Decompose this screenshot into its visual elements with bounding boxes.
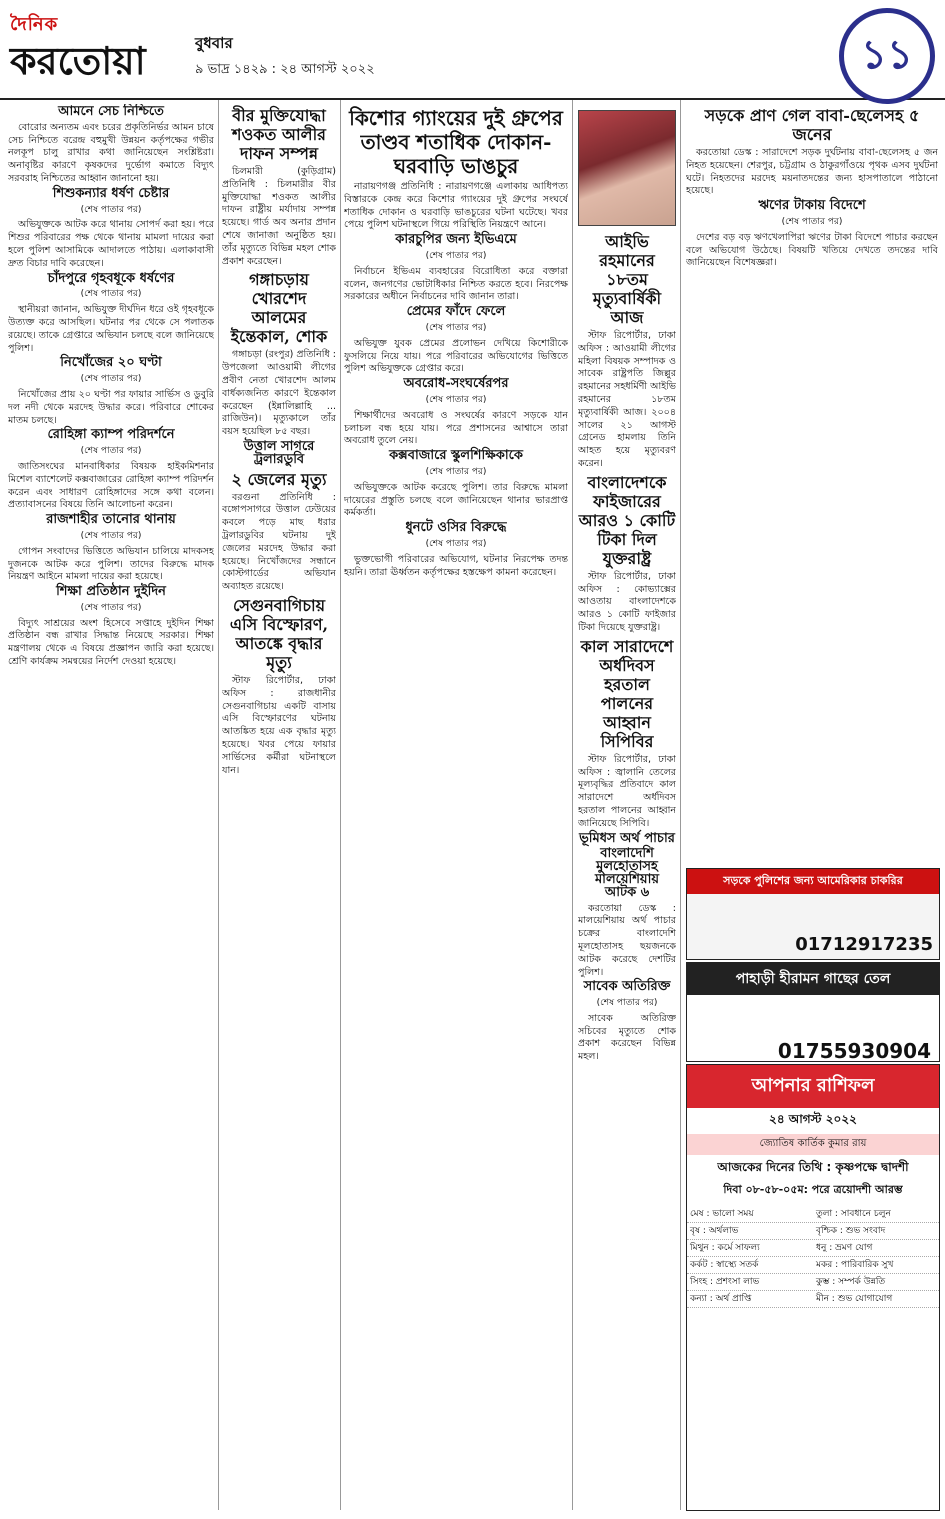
- headline: রাজশাহীর তানোর থানায়: [46, 512, 176, 528]
- article-text: বিদ্যুৎ সাশ্রয়ের অংশ হিসেবে সপ্তাহে দুইদিন শিক্ষা প্রতিষ্ঠান বন্ধ রাখার সিদ্ধান্ত নিয়েছে সরকার। শিক্ষা মন্ত্রণালয় থেকে এ বিষয়ে প্রজ্ঞাপন জারি করা হয়েছে। শ্রেণি কার্যক্রম সমন্বয়ের নির্দেশ দেওয়া হয়েছে।: [8, 617, 214, 668]
- horoscope-entry: মীন : শুভ যোগাযোগ: [816, 1294, 893, 1304]
- article-text: করতোয়া ডেস্ক : মালয়েশিয়ায় অর্থ পাচার চক্রের বাংলাদেশি মূলহোতাসহ ছয়জনকে আটক করেছে দেশটির পুলিশ।: [578, 902, 676, 978]
- headline: ঋণের টাকায় বিদেশে: [758, 198, 866, 214]
- article-text: স্টাফ রিপোর্টার, ঢাকা অফিস : রাজধানীর সেগুনবাগিচায় একটি বাসায় এসি বিস্ফোরণের ঘটনায় আতঙ্কিত হয়ে এক বৃদ্ধার মৃত্যু হয়েছে। খবর পেয়ে ফায়ার সার্ভিসের কর্মীরা ঘটনাস্থলে যান।: [222, 674, 336, 776]
- page-number-badge: [839, 8, 935, 104]
- headline: সাবেক অতিরিক্ত: [583, 979, 671, 995]
- lead-headline: কিশোর গ্যাংয়ের দুই গ্রুপের তাণ্ডব শতাধিক দোকান-ঘরবাড়ি ভাঙচুর: [349, 106, 563, 178]
- headline: বীর মুক্তিযোদ্ধা শওকত আলীর দাফন সম্পন্ন: [232, 106, 326, 163]
- horoscope-row: [687, 1274, 939, 1291]
- logo: [10, 10, 160, 81]
- headline: ভূমিধস অর্থ পাচার: [579, 830, 675, 846]
- headline: প্রেমের ফাঁদে ফেলে: [406, 304, 506, 320]
- tithi-time: দিবা ০৮-৫৮-০৫ম: পরে ত্রয়োদশী আরম্ভ: [723, 1183, 903, 1196]
- headline: শিক্ষা প্রতিষ্ঠান দুইদিন: [56, 584, 166, 600]
- horoscope-entry: বৃষ : অর্থলাভ: [690, 1226, 739, 1236]
- headline: উত্তাল সাগরে ট্রলারডুবি: [243, 438, 315, 467]
- day-name: বুধবার: [195, 34, 233, 52]
- advertisement-jobs: [686, 868, 940, 960]
- column-3: [344, 104, 568, 1509]
- column-divider: [340, 100, 341, 1510]
- column-divider: [218, 100, 219, 1510]
- article-text: অভিযুক্তকে আটক করেছে পুলিশ। তার বিরুদ্ধে মামলা দায়েরের প্রস্তুতি চলছে বলে জানিয়েছেন থানার ভারপ্রাপ্ত কর্মকর্তা।: [344, 481, 568, 519]
- headline: কারচুপির জন্য ইভিএমে: [395, 232, 517, 248]
- article-text: নিখোঁজের প্রায় ২০ ঘণ্টা পর ফায়ার সার্ভিস ও ডুবুরি দল নদী থেকে মরদেহ উদ্ধার করে। পরিবারে শোকের মাতম চলছে।: [8, 388, 214, 426]
- horoscope-date: ২৪ আগস্ট ২০২২: [769, 1112, 857, 1126]
- column-5: [686, 104, 938, 864]
- headline: গঙ্গাচড়ায় খোরশেদ আলমের ইন্তেকাল, শোক: [230, 270, 328, 347]
- horoscope-title: আপনার রাশিফল: [687, 1065, 939, 1108]
- headline: বাংলাদেশি মুলহোতাসহ মালয়েশিয়ায় আটক ৬: [594, 846, 660, 900]
- horoscope-entry: তুলা : সাবধানে চলুন: [816, 1209, 891, 1219]
- article-text: সাবেক অতিরিক্ত সচিবের মৃত্যুতে শোক প্রকাশ করেছেন বিভিন্ন মহল।: [578, 1012, 676, 1063]
- article-text: ভুক্তভোগী পরিবারের অভিযোগ, ঘটনার নিরপেক্ষ তদন্ত হয়নি। তারা ঊর্ধ্বতন কর্তৃপক্ষের হস্তক্ষেপ কামনা করেছেন।: [344, 553, 568, 578]
- tithi-line: আজকের দিনের তিথি : কৃষ্ণপক্ষে দ্বাদশী: [717, 1160, 909, 1174]
- column-2: [222, 104, 336, 1509]
- article-text: বোরোর অন্যতম এবং চরের প্রকৃতিনির্ভর আমন চাষে সেচ নিশ্চিতে বরেন্দ্র বহুমুখী উন্নয়ন কর্তৃপক্ষের গভীর নলকূপ চালু রাখার কথা জানিয়েছেন সংশ্লিষ্টরা। অনাবৃষ্টির কারণে কৃষকদের দুর্ভোগ কমাতে বিদ্যুৎ সরবরাহ নিশ্চিতের আহ্বান জানানো হয়।: [8, 121, 214, 184]
- headline: আমনে সেচ নিশ্চিতে: [58, 104, 164, 119]
- article-text: স্টাফ রিপোর্টার, ঢাকা অফিস : কোভ্যাক্সের আওতায় বাংলাদেশকে আরও ১ কোটি ফাইজার টিকা দিয়েছে যুক্তরাষ্ট্র।: [578, 570, 676, 633]
- horoscope-entry: মিথুন : কর্মে সাফল্য: [690, 1243, 760, 1253]
- advertisement-oil: [686, 962, 940, 1062]
- continued-note: (শেষ পাতার পর): [425, 394, 487, 405]
- page-number: ১১: [861, 30, 913, 78]
- headline: চাঁদপুরে গৃহবধূকে ধর্ষণের: [47, 270, 175, 286]
- ad-title: সড়কে পুলিশের জন্য আমেরিকার চাকরির: [687, 869, 939, 894]
- headline: ২ জেলের মৃত্যু: [231, 469, 327, 489]
- article-text: নারায়ণগঞ্জ প্রতিনিধি : নারায়ণগঞ্জে এলাকায় আধিপত্য বিস্তারকে কেন্দ্র করে কিশোর গ্যাংয়ের দুই গ্রুপের সংঘর্ষে শতাধিক দোকান ও ঘরবাড়ি ভাঙচুরের ঘটনা ঘটেছে। খবর পেয়ে পুলিশ ঘটনাস্থলে গিয়ে পরিস্থিতি নিয়ন্ত্রণে আনে।: [344, 181, 568, 231]
- headline: সড়কে প্রাণ গেল বাবা-ছেলেসহ ৫ জনের: [704, 106, 920, 144]
- ad-phone: 01712917235: [795, 934, 933, 955]
- headline: আইভি রহমানের ১৮তম মৃত্যুবার্ষিকী আজ: [592, 232, 662, 327]
- article-text: অভিযুক্তকে আটক করে থানায় সোপর্দ করা হয়। পরে শিশুর পরিবারের পক্ষ থেকে থানায় মামলা দায়ের করা হলে পুলিশ আসামিকে আদালতে পাঠায়। এলাকাবাসী দ্রুত বিচার দাবি করেছেন।: [8, 219, 214, 269]
- headline: সেগুনবাগিচায় এসি বিস্ফোরণ, আতঙ্কে বৃদ্ধার মৃত্যু: [229, 595, 329, 672]
- continued-note: (শেষ পাতার পর): [80, 204, 142, 215]
- continued-note: (শেষ পাতার পর): [80, 374, 142, 385]
- article-text: বরগুনা প্রতিনিধি : বঙ্গোপসাগরে উত্তাল ঢেউয়ের কবলে পড়ে মাছ ধরার ট্রলারডুবির ঘটনায় দুই জেলের মরদেহ উদ্ধার করা হয়েছে। নিখোঁজদের সন্ধানে কোস্টগার্ডের অভিযান অব্যাহত রয়েছে।: [222, 491, 336, 593]
- horoscope-entry: ধনু : ভ্রমণ যোগ: [816, 1243, 873, 1253]
- horoscope-box: [686, 1064, 940, 1511]
- headline: নিখোঁজের ২০ ঘণ্টা: [60, 355, 162, 371]
- continued-note: (শেষ পাতার পর): [425, 322, 487, 333]
- column-divider: [680, 100, 681, 1510]
- horoscope-list: [687, 1206, 939, 1308]
- horoscope-row: [687, 1291, 939, 1308]
- headline: ধুনটে ওসির বিরুদ্ধে: [405, 520, 507, 536]
- horoscope-entry: কর্কট : স্বাস্থ্যে সতর্ক: [690, 1260, 759, 1270]
- horoscope-entry: কন্যা : অর্থ প্রাপ্তি: [690, 1294, 752, 1304]
- headline: রোহিঙ্গা ক্যাম্প পরিদর্শনে: [47, 427, 175, 443]
- continued-note: (শেষ পাতার পর): [425, 538, 487, 549]
- article-text: জাতিসংঘের মানবাধিকার বিষয়ক হাইকমিশনার মিশেল ব্যাশেলেট কক্সবাজারের রোহিঙ্গা ক্যাম্প পরিদর্শন করেন এবং সাধারণ রোহিঙ্গাদের সঙ্গে কথা বলেন। প্রত্যাবাসনের বিষয়ে তিনি আলোচনা করেন।: [8, 460, 214, 511]
- ad-phone: 01755930904: [777, 1039, 931, 1062]
- continued-note: (শেষ পাতার পর): [80, 602, 142, 613]
- continued-note: (শেষ পাতার পর): [425, 466, 487, 477]
- continued-note: (শেষ পাতার পর): [425, 250, 487, 261]
- article-text: দেশের বড় বড় ঋণখেলাপিরা ঋণের টাকা বিদেশে পাচার করছেন বলে অভিযোগ উঠেছে। বিষয়টি খতিয়ে দেখতে তদন্তের দাবি জানিয়েছেন বিশেষজ্ঞরা।: [686, 231, 938, 269]
- article-text: গোপন সংবাদের ভিত্তিতে অভিযান চালিয়ে মাদকসহ দুজনকে আটক করে পুলিশ। তাদের বিরুদ্ধে মাদক নিয়ন্ত্রণ আইনে মামলা দায়ের করা হয়েছে।: [8, 545, 214, 583]
- headline: বাংলাদেশকে ফাইজারের আরও ১ কোটি টিকা দিল যুক্তরাষ্ট্র: [578, 472, 676, 568]
- article-text: গঙ্গাচড়া (রংপুর) প্রতিনিধি : উপজেলা আওয়ামী লীগের প্রবীণ নেতা খোরশেদ আলম বার্ধক্যজনিত কারণে ইন্তেকাল করেছেন (ইন্নালিল্লাহি ... রাজিউন)। মৃত্যুকালে তাঁর বয়স হয়েছিল ৮৫ বছর।: [222, 349, 336, 438]
- article-text: শিক্ষার্থীদের অবরোধ ও সংঘর্ষের কারণে সড়কে যান চলাচল বন্ধ হয়ে যায়। পরে প্রশাসনের আশ্বাসে তারা অবরোধ তুলে নেয়।: [344, 409, 568, 447]
- ad-title: পাহাড়ী হীরামন গাছের তেল: [687, 963, 939, 995]
- article-text: নির্বাচনে ইভিএম ব্যবহারের বিরোধিতা করে বক্তারা বলেন, জনগণের ভোটাধিকার নিশ্চিত করতে হবে। নিরপেক্ষ সরকারের অধীনে নির্বাচনের দাবি জানান তারা।: [344, 265, 568, 303]
- horoscope-entry: সিংহ : প্রশংসা লাভ: [690, 1277, 760, 1287]
- continued-note: (শেষ পাতার পর): [80, 289, 142, 300]
- column-divider: [572, 100, 573, 1510]
- headline: কাল সারাদেশে অর্ধদিবস হরতাল পালনের আহ্বান সিপিবির: [580, 636, 674, 751]
- horoscope-entry: কুম্ভ : সম্পর্ক উন্নতি: [816, 1277, 886, 1287]
- logo-top: দৈনিক: [10, 14, 59, 35]
- portrait-photo: [578, 110, 676, 226]
- article-text: করতোয়া ডেস্ক : সারাদেশে সড়ক দুর্ঘটনায় বাবা-ছেলেসহ ৫ জন নিহত হয়েছেন। শেরপুর, চট্টগ্রাম ও ঠাকুরগাঁওয়ে পৃথক এসব দুর্ঘটনা ঘটে। নিহতদের মরদেহ ময়নাতদন্তের জন্য হাসপাতালে পাঠানো হয়েছে।: [686, 147, 938, 197]
- horoscope-row: [687, 1223, 939, 1240]
- horoscope-entry: মকর : পারিবারিক সুখ: [816, 1260, 894, 1270]
- continued-note: (শেষ পাতার পর): [80, 530, 142, 541]
- horoscope-author: জ্যোতিষ কার্তিক কুমার রায়: [687, 1134, 939, 1155]
- article-text: স্টাফ রিপোর্টার, ঢাকা অফিস : জ্বালানি তেলের মূল্যবৃদ্ধির প্রতিবাদে কাল সারাদেশে অর্ধদিবস হরতাল পালনের আহ্বান জানিয়েছে সিপিবি।: [578, 753, 676, 829]
- masthead: [0, 0, 945, 100]
- headline: শিশুকন্যার ধর্ষণ চেষ্টার: [52, 185, 170, 201]
- horoscope-entry: বৃশ্চিক : শুভ সংবাদ: [816, 1226, 886, 1236]
- continued-note: (শেষ পাতার পর): [596, 998, 658, 1009]
- column-4: [578, 230, 676, 1509]
- article-text: চিলমারী (কুড়িগ্রাম) প্রতিনিধি : চিলমারীর বীর মুক্তিযোদ্ধা শওকত আলীর দাফন রাষ্ট্রীয় মর্যাদায় সম্পন্ন হয়েছে। গার্ড অব অনার প্রদান শেষে জানাজা অনুষ্ঠিত হয়। তাঁর মৃত্যুতে বিভিন্ন মহল শোক প্রকাশ করেছেন।: [222, 166, 336, 267]
- horoscope-row: [687, 1240, 939, 1257]
- column-1: [8, 104, 214, 1509]
- horoscope-row: [687, 1206, 939, 1223]
- article-text: অভিযুক্ত যুবক প্রেমের প্রলোভন দেখিয়ে কিশোরীকে ফুসলিয়ে নিয়ে যায়। পরে পরিবারের অভিযোগের ভিত্তিতে পুলিশ অভিযুক্তকে গ্রেপ্তার করে।: [344, 337, 568, 375]
- headline: কক্সবাজারে স্কুলশিক্ষিকাকে: [389, 448, 523, 464]
- horoscope-row: [687, 1257, 939, 1274]
- continued-note: (শেষ পাতার পর): [80, 446, 142, 457]
- continued-note: (শেষ পাতার পর): [781, 216, 843, 227]
- date-line: ৯ ভাদ্র ১৪২৯ : ২৪ আগস্ট ২০২২: [195, 62, 375, 77]
- headline: অবরোধ-সংঘর্ষেরপর: [403, 376, 509, 392]
- article-text: স্টাফ রিপোর্টার, ঢাকা অফিস : আওয়ামী লীগের মহিলা বিষয়ক সম্পাদক ও সাবেক রাষ্ট্রপতি জিল্লুর রহমানের সহধর্মিণী আইভি রহমানের ১৮তম মৃত্যুবার্ষিকী আজ। ২০০৪ সালের ২১ আগস্ট গ্রেনেড হামলায় তিনি আহত হয়ে মৃত্যুবরণ করেন।: [578, 330, 676, 469]
- logo-main: করতোয়া: [10, 38, 146, 83]
- article-text: স্থানীয়রা জানান, অভিযুক্ত দীর্ঘদিন ধরে ওই গৃহবধূকে উত্যক্ত করে আসছিল। ঘটনার পর থেকে সে পলাতক রয়েছে। তাকে গ্রেপ্তারে অভিযান চলছে বলে জানিয়েছে পুলিশ।: [8, 304, 214, 354]
- horoscope-entry: মেষ : ভালো সময়: [690, 1209, 754, 1219]
